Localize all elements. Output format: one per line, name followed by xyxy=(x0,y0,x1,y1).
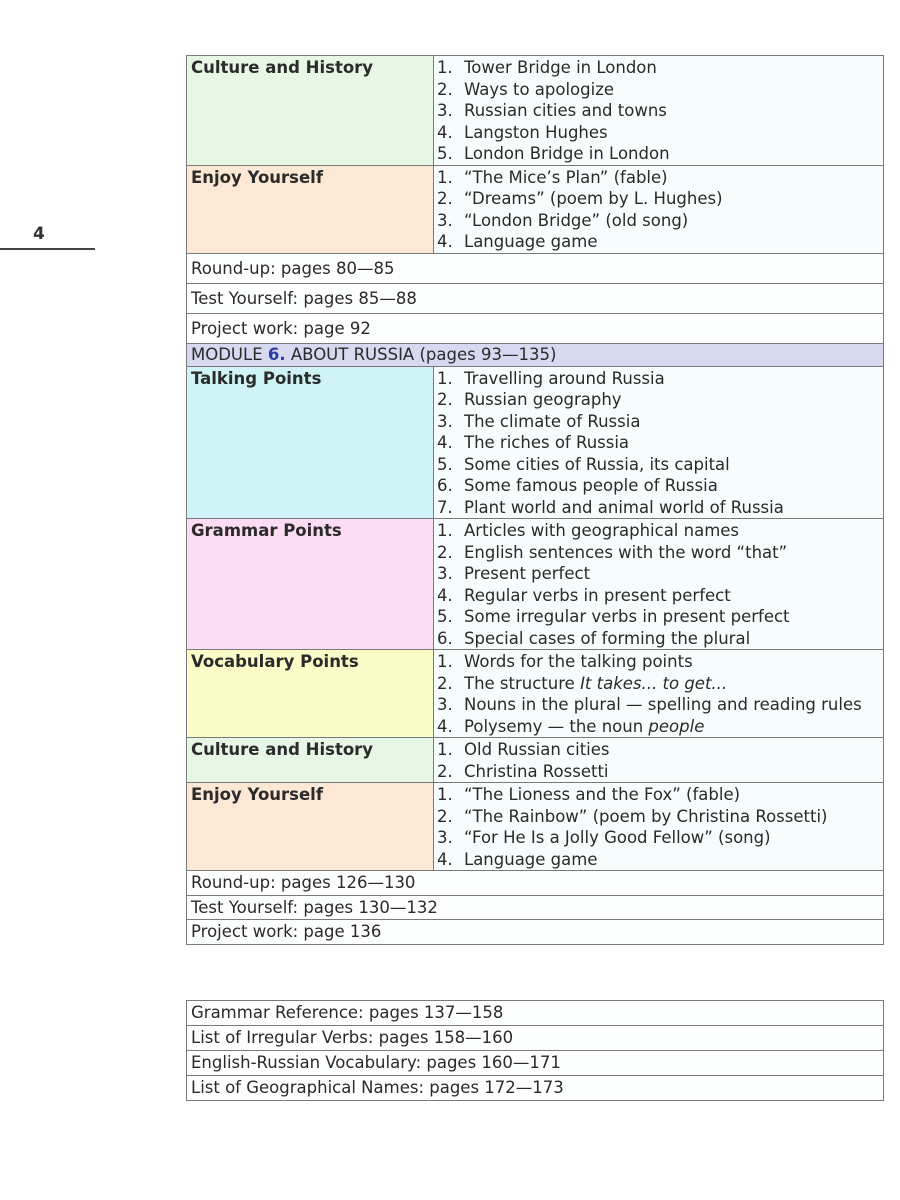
list-item: 4. Langston Hughes xyxy=(437,122,608,142)
reference-row: Grammar Reference: pages 137—158 xyxy=(186,1000,884,1026)
item-list xyxy=(434,367,883,519)
list-item: 2. Christina Rossetti xyxy=(437,761,609,781)
list-item: 1. Articles with geographical names xyxy=(437,521,740,540)
list-item: 2. Russian geography xyxy=(437,390,622,409)
list-item: 1. Words for the talking points xyxy=(437,652,693,671)
reference-row: List of Irregular Verbs: pages 158—160 xyxy=(186,1026,884,1051)
list-item: 6. Special cases of forming the plural xyxy=(437,628,751,648)
list-item: 5. Some cities of Russia, its capital xyxy=(437,454,730,474)
toc-block-culture-history xyxy=(186,738,884,783)
toc-block-grammar-points xyxy=(186,519,884,650)
list-item: 1. Old Russian cities xyxy=(437,740,610,759)
list-item: 3. “London Bridge” (old song) xyxy=(437,210,689,230)
item-list xyxy=(434,56,883,165)
list-item: 5. Some irregular verbs in present perfect xyxy=(437,607,790,626)
list-item: 2. English sentences with the word “that” xyxy=(437,542,788,562)
project-work-row: Project work: page 92 xyxy=(186,314,884,344)
list-item: 3. Present perfect xyxy=(437,564,591,583)
toc-block-culture-history xyxy=(186,55,884,166)
list-item: 3. Nouns in the plural — spelling and reading rules xyxy=(437,695,862,714)
list-item: 3. Russian cities and towns xyxy=(437,101,667,120)
category-label: Culture and History xyxy=(187,738,434,782)
page-number: 4 xyxy=(33,224,45,244)
list-item: 4. Language game xyxy=(437,849,598,869)
test-yourself-row: Test Yourself: pages 85—88 xyxy=(186,284,884,314)
toc-block-vocabulary-points xyxy=(186,650,884,738)
item-list xyxy=(434,166,883,253)
list-item: 1. “The Mice’s Plan” (fable) xyxy=(437,167,668,187)
item-list xyxy=(434,650,883,737)
list-item: 4. Language game xyxy=(437,232,598,251)
list-item: 3. The climate of Russia xyxy=(437,411,641,431)
module-header xyxy=(186,344,884,367)
category-label: Enjoy Yourself xyxy=(187,783,434,870)
module-title: ABOUT RUSSIA (pages 93—135) xyxy=(290,344,557,364)
list-item: 4. Polysemy — the noun people xyxy=(437,716,705,736)
list-item: 2. Ways to apologize xyxy=(437,79,615,99)
reference-sections xyxy=(186,1000,884,1101)
page-number-rule xyxy=(0,248,95,250)
item-list xyxy=(434,738,883,782)
list-item: 3. “For He Is a Jolly Good Fellow” (song) xyxy=(437,828,771,847)
toc-block-enjoy-yourself xyxy=(186,166,884,254)
list-item: 1. “The Lioness and the Fox” (fable) xyxy=(437,785,741,804)
reference-row: List of Geographical Names: pages 172—173 xyxy=(186,1076,884,1101)
list-item: 7. Plant world and animal world of Russia xyxy=(437,497,784,517)
reference-row: English-Russian Vocabulary: pages 160—171 xyxy=(186,1051,884,1076)
roundup-row: Round-up: pages 126—130 xyxy=(186,871,884,896)
item-list xyxy=(434,783,883,870)
test-yourself-row: Test Yourself: pages 130—132 xyxy=(186,896,884,921)
list-item: 2. “The Rainbow” (poem by Christina Rossetti) xyxy=(437,806,828,826)
list-item: 2. “Dreams” (poem by L. Hughes) xyxy=(437,189,723,208)
item-list xyxy=(434,519,883,649)
category-label: Talking Points xyxy=(187,367,434,519)
category-label: Culture and History xyxy=(187,56,434,165)
list-item: 1. Travelling around Russia xyxy=(437,368,665,388)
category-label: Enjoy Yourself xyxy=(187,166,434,253)
roundup-row: Round-up: pages 80—85 xyxy=(186,254,884,284)
list-item: 4. The riches of Russia xyxy=(437,433,630,452)
list-item: 2. The structure It takes... to get... xyxy=(437,673,728,693)
list-item: 5. London Bridge in London xyxy=(437,144,670,163)
list-item: 6. Some famous people of Russia xyxy=(437,476,718,495)
project-work-row: Project work: page 136 xyxy=(186,920,884,945)
module-label: MODULE xyxy=(191,344,263,364)
module-number: 6. xyxy=(267,344,286,364)
list-item: 1. Tower Bridge in London xyxy=(437,58,657,77)
toc-block-enjoy-yourself xyxy=(186,783,884,871)
toc-block-talking-points xyxy=(186,367,884,520)
category-label: Grammar Points xyxy=(187,519,434,649)
table-of-contents xyxy=(186,55,884,945)
list-item: 4. Regular verbs in present perfect xyxy=(437,585,731,605)
category-label: Vocabulary Points xyxy=(187,650,434,737)
